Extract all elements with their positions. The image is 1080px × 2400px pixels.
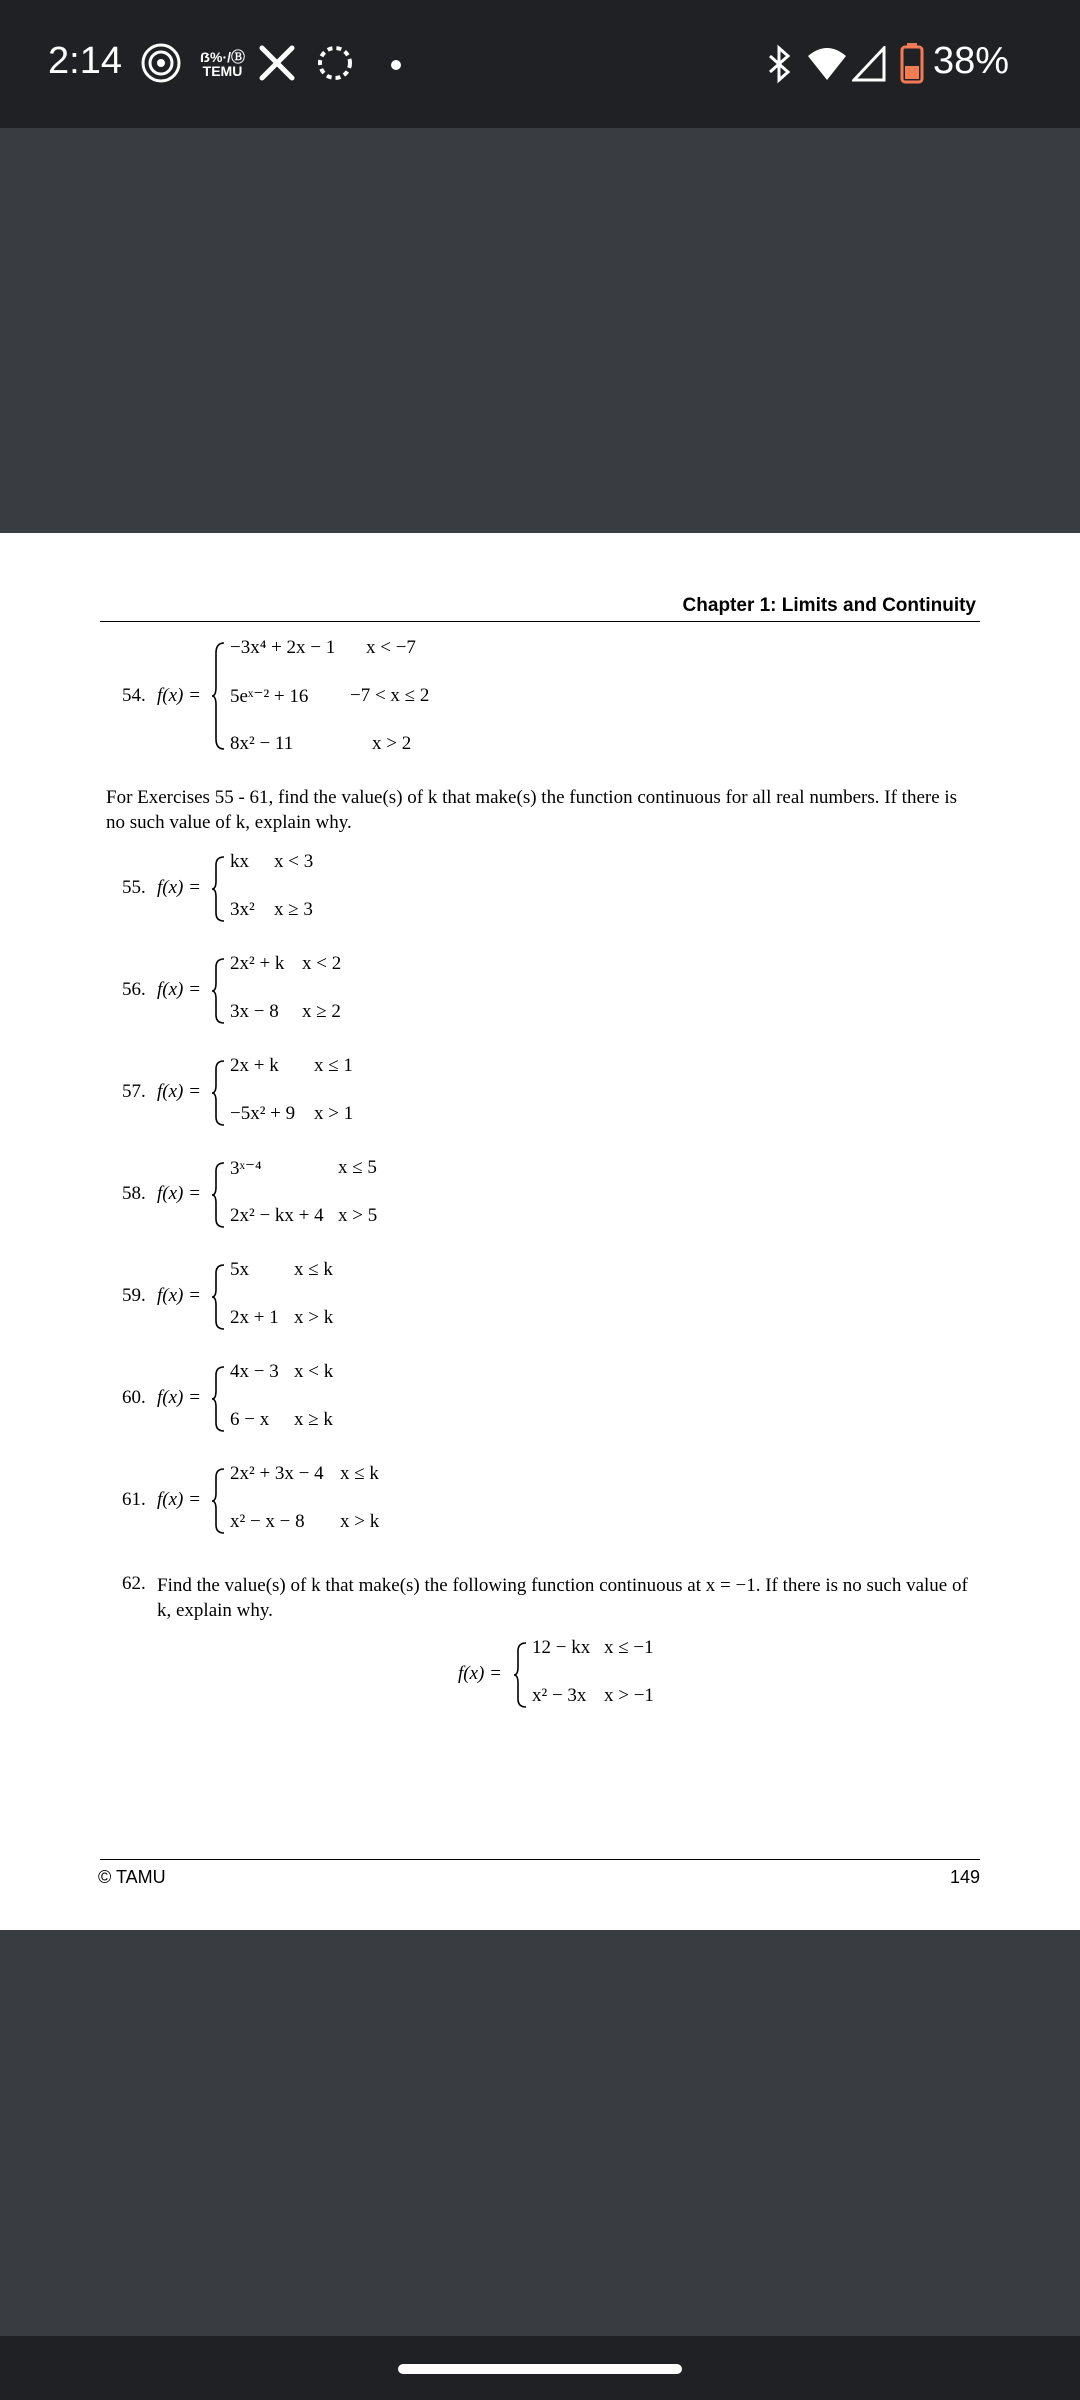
battery-icon [900, 42, 924, 89]
case-condition: x > k [340, 1511, 380, 1532]
home-gesture-handle[interactable] [398, 2364, 682, 2374]
problem-number: 54. [122, 685, 146, 706]
brace-icon [514, 1641, 528, 1709]
wifi-icon [806, 46, 848, 87]
problem-62-text: Find the value(s) of k that make(s) the following function continuous at x = −1. If there is no such value of k, explain why. [157, 1575, 968, 1621]
case-condition: x > 5 [338, 1205, 378, 1226]
case-condition: −7 < x ≤ 2 [350, 685, 430, 706]
instructions-paragraph: For Exercises 55 - 61, find the value(s) of k that make(s) the function continuous for all real numbers. If there is no such value of k, explain why. [106, 787, 958, 833]
problem-number: 55. [122, 877, 146, 898]
cellular-signal-icon [852, 46, 886, 87]
notification-dot-icon [390, 58, 402, 76]
loading-circle-icon [316, 44, 354, 87]
case-condition: x ≤ 5 [338, 1157, 377, 1178]
viewer-background-bottom [0, 1930, 1080, 2336]
brace-icon [212, 1365, 226, 1433]
case-expression: x² − x − 8 [230, 1511, 305, 1532]
case-condition: x > 1 [314, 1103, 354, 1124]
case-expression: −3x⁴ + 2x − 1 [230, 637, 336, 658]
case-expression: 3x − 8 [230, 1001, 279, 1022]
problem-number: 62. [122, 1573, 146, 1594]
page-number: 149 [949, 1867, 980, 1887]
case-condition: x ≥ 2 [302, 1001, 341, 1022]
status-bar [0, 0, 1080, 128]
bluetooth-icon [764, 44, 794, 89]
case-expression: x² − 3x [532, 1685, 587, 1706]
function-lhs: f(x) = [157, 979, 201, 1000]
clock: 2:14 [48, 40, 122, 82]
case-expression: kx [230, 851, 249, 872]
case-condition: x ≤ 1 [314, 1055, 353, 1076]
case-condition: x < 2 [302, 953, 342, 974]
document-page [0, 533, 1080, 1930]
fingerprint-app-icon [140, 42, 182, 89]
function-lhs: f(x) = [157, 1285, 201, 1306]
brace-icon [212, 1161, 226, 1229]
case-condition: x < 3 [274, 851, 314, 872]
brace-icon [212, 855, 226, 923]
case-expression: 3x² [230, 899, 255, 920]
case-condition: x < −7 [366, 637, 416, 658]
problem-number: 58. [122, 1183, 146, 1204]
case-condition: x ≥ k [294, 1409, 333, 1430]
battery-percent: 38% [933, 40, 1010, 82]
brace-icon [212, 1059, 226, 1127]
case-condition: x ≤ k [294, 1259, 333, 1280]
function-lhs: f(x) = [157, 1081, 201, 1102]
navigation-bar [0, 2336, 1080, 2400]
case-expression: 8x² − 11 [230, 733, 294, 754]
case-condition: x > 2 [372, 733, 412, 754]
case-condition: x > −1 [604, 1685, 654, 1706]
case-expression: −5x² + 9 [230, 1103, 296, 1124]
case-condition: x ≤ k [340, 1463, 379, 1484]
case-expression: 12 − kx [532, 1637, 591, 1658]
case-expression: 2x² + k [230, 953, 285, 974]
case-expression: 5x [230, 1259, 249, 1280]
problem-number: 57. [122, 1081, 146, 1102]
case-condition: x > k [294, 1307, 334, 1328]
case-condition: x ≥ 3 [274, 899, 313, 920]
viewer-background-top [0, 128, 1080, 533]
brace-icon [212, 641, 226, 751]
case-expression: 2x + k [230, 1055, 279, 1076]
temu-icon: ẞ%·/Ⓑ TEMU [200, 49, 246, 79]
chapter-header: Chapter 1: Limits and Continuity [682, 595, 976, 616]
function-lhs: f(x) = [157, 1489, 201, 1510]
case-expression: 3ˣ⁻⁴ [230, 1158, 262, 1179]
case-expression: 2x + 1 [230, 1307, 279, 1328]
problem-number: 60. [122, 1387, 146, 1408]
x-app-icon [258, 44, 296, 87]
brace-icon [212, 1263, 226, 1331]
problem-number: 56. [122, 979, 146, 1000]
header-rule [100, 621, 980, 622]
brace-icon [212, 1467, 226, 1535]
case-expression: 5eˣ⁻² + 16 [230, 686, 309, 707]
function-lhs: f(x) = [157, 877, 201, 898]
function-lhs: f(x) = [157, 1387, 201, 1408]
problem-number: 59. [122, 1285, 146, 1306]
copyright: © TAMU [98, 1867, 166, 1887]
function-lhs: f(x) = [157, 685, 201, 706]
case-condition: x < k [294, 1361, 334, 1382]
case-expression: 2x² − kx + 4 [230, 1205, 324, 1226]
function-lhs: f(x) = [458, 1663, 502, 1684]
case-expression: 6 − x [230, 1409, 270, 1430]
function-lhs: f(x) = [157, 1183, 201, 1204]
case-expression: 4x − 3 [230, 1361, 279, 1382]
case-condition: x ≤ −1 [604, 1637, 654, 1658]
footer-rule [100, 1859, 980, 1860]
problem-number: 61. [122, 1489, 146, 1510]
case-expression: 2x² + 3x − 4 [230, 1463, 324, 1484]
brace-icon [212, 957, 226, 1025]
